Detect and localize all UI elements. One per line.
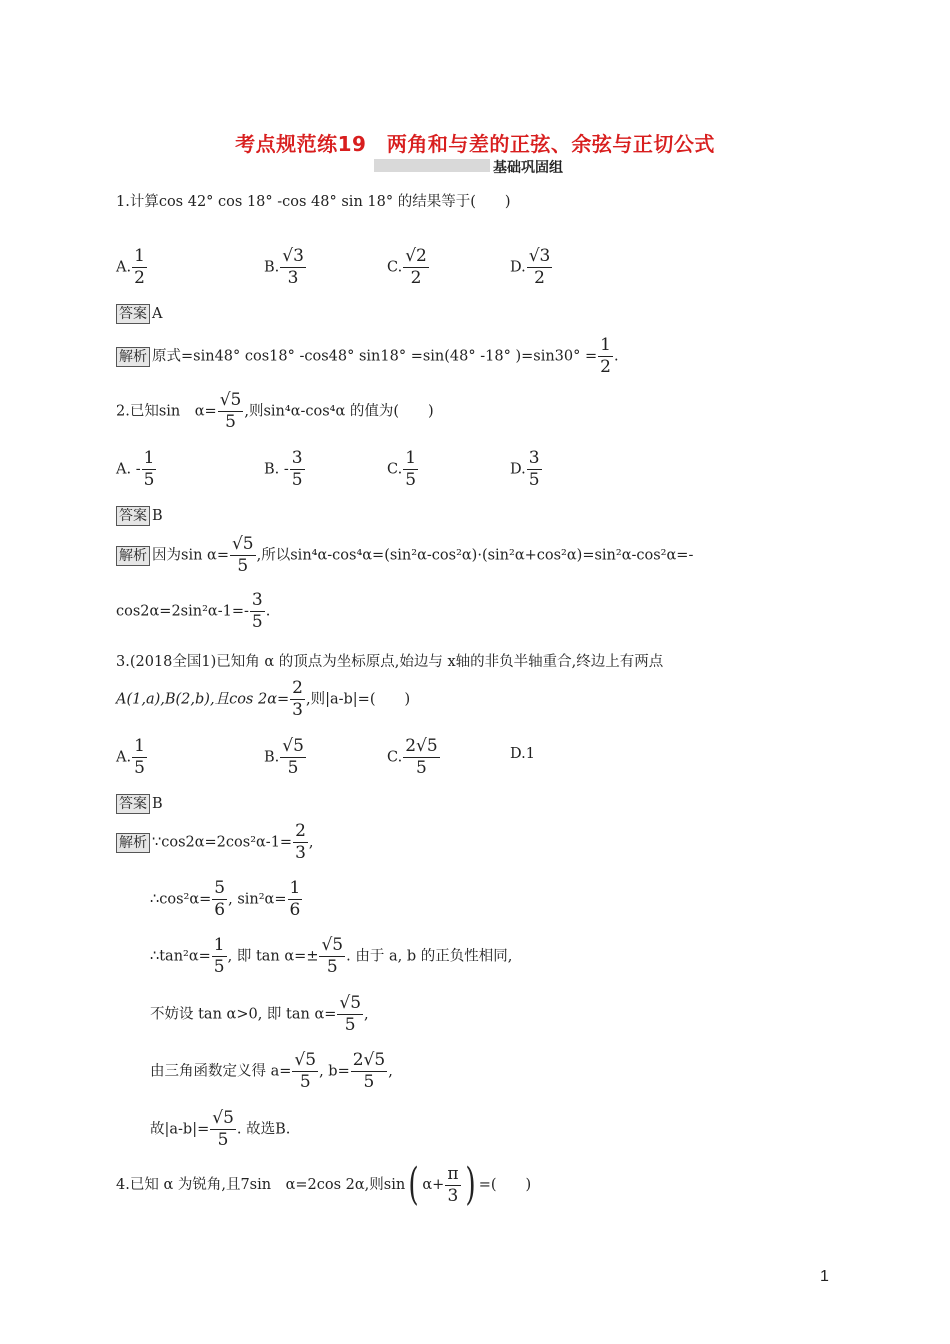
q3-analysis-line1: 解析 ∵cos2α=2cos²α-1= $\frac{2}{3}$ , xyxy=(116,823,314,862)
q1-analysis: 解析 原式=sin48° cos18° -cos48° sin18° =sin(48° -18° )=sin30° = $\frac{1}{2}$ . xyxy=(116,337,619,376)
question-4-stem: 4.已知 α 为锐角,且7sin α=2cos 2α,则sin( α+ $\frac{\pi}{3}$ ) =( ) xyxy=(116,1159,532,1210)
q1-option-a: A. $\frac{1}{2}$ xyxy=(116,246,145,288)
q2-analysis: 解析 因为sin α= $\frac{√5}{5}$ ,所以sin⁴α-cos⁴α=(sin²α-cos²α)·(sin²α+cos²α)=sin²α-cos²α=- xyxy=(116,536,693,575)
q3-option-b: B. $\frac{√5}{5}$ xyxy=(264,736,304,778)
q1-answer: 答案 A xyxy=(116,304,162,324)
question-2-stem: 2.已知sin α= $\frac{√5}{5}$ ,则sin⁴α-cos⁴α 的值为( ) xyxy=(116,390,434,432)
q2-analysis-cont: cos2α=2sin²α-1=- $\frac{3}{5}$ . xyxy=(116,590,271,632)
q2-option-c: C. $\frac{1}{5}$ xyxy=(387,448,417,490)
page-title: 考点规范练19 两角和与差的正弦、余弦与正切公式 xyxy=(235,132,715,156)
q3-option-d: D.1 xyxy=(510,746,535,762)
subtitle-bar xyxy=(374,159,490,172)
q3-option-c: C. $\frac{2√5}{5}$ xyxy=(387,736,438,778)
q2-answer: 答案 B xyxy=(116,506,163,526)
question-3-stem: 3.(2018全国1)已知角 α 的顶点为坐标原点,始边与 x轴的非负半轴重合,终边上有两点 xyxy=(116,654,664,670)
q3-analysis-line6: 故|a-b|= $\frac{√5}{5}$ . 故选B. xyxy=(150,1108,291,1150)
q2-option-a: A. - $\frac{1}{5}$ xyxy=(116,448,155,490)
q3-analysis-line3: ∴tan²α= $\frac{1}{5}$ , 即 tan α=± $\frac{√5}{5}$ . 由于 a, b 的正负性相同, xyxy=(150,935,513,977)
q2-option-b: B. - $\frac{3}{5}$ xyxy=(264,448,303,490)
question-1-stem: 1.计算cos 42° cos 18° -cos 48° sin 18° 的结果等于( ) xyxy=(116,194,511,210)
page-number: 1 xyxy=(820,1268,829,1285)
answer-label: 答案 xyxy=(116,304,150,324)
q3-analysis-line4: 不妨设 tan α>0, 即 tan α= $\frac{√5}{5}$ , xyxy=(150,993,369,1035)
q1-option-c: C. $\frac{√2}{2}$ xyxy=(387,246,427,288)
q3-option-a: A. $\frac{1}{5}$ xyxy=(116,736,145,778)
section-subtitle: 基础巩固组 xyxy=(493,160,563,176)
question-3-stem-line2: A(1,a),B(2,b),且cos 2α= $\frac{2}{3}$ ,则|a-b|=( ) xyxy=(116,678,411,720)
analysis-label: 解析 xyxy=(116,347,150,367)
q2-option-d: D. $\frac{3}{5}$ xyxy=(510,448,540,490)
q3-answer: 答案 B xyxy=(116,794,163,814)
q1-option-d: D. $\frac{√3}{2}$ xyxy=(510,246,551,288)
q3-analysis-line5: 由三角函数定义得 a= $\frac{√5}{5}$ , b= $\frac{2√5}{5}$ , xyxy=(150,1050,393,1092)
q3-analysis-line2: ∴cos²α= $\frac{5}{6}$ , sin²α= $\frac{1}{6}$ xyxy=(150,878,301,920)
q1-option-b: B. $\frac{√3}{3}$ xyxy=(264,246,304,288)
